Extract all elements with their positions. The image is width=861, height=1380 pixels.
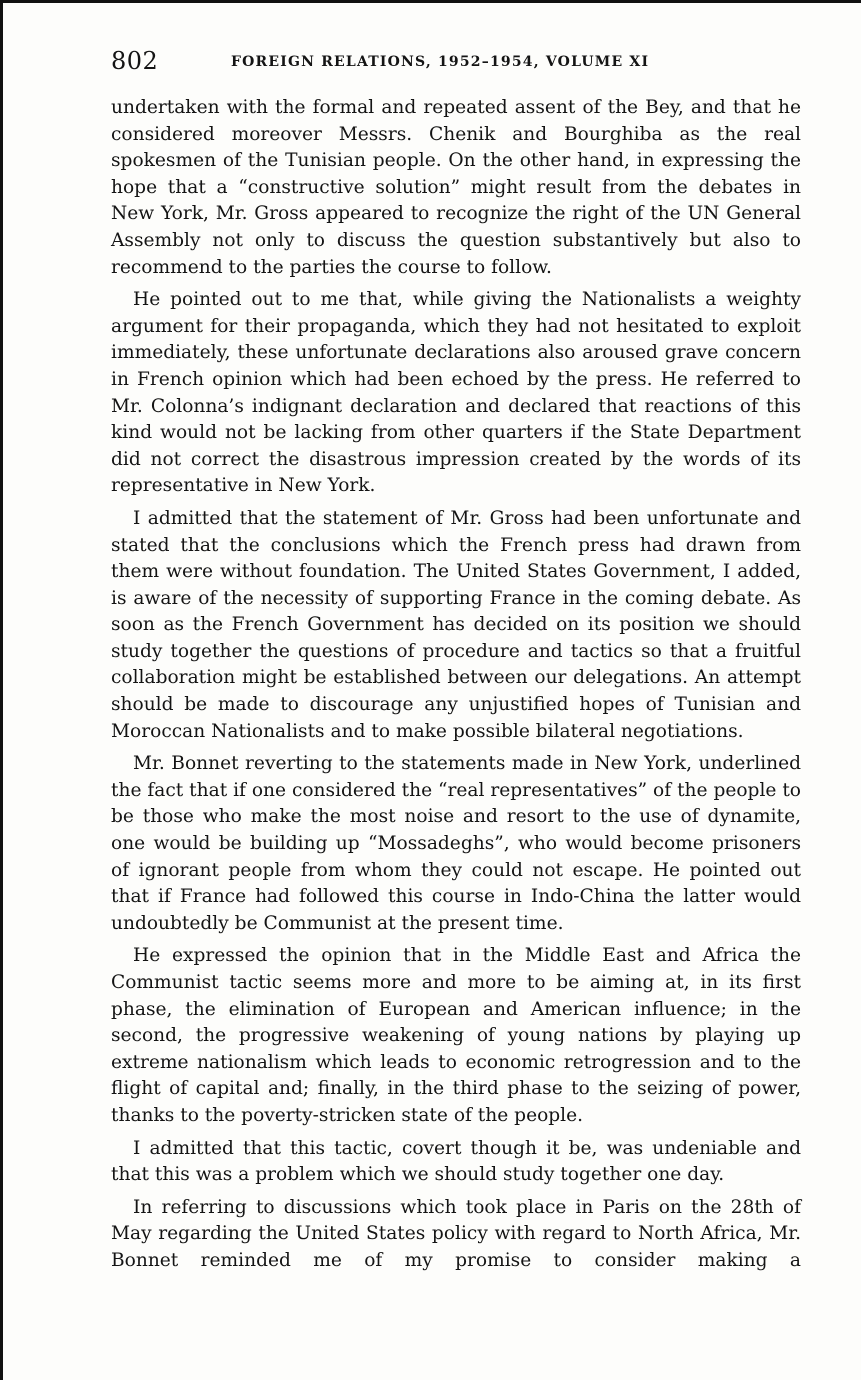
paragraph: I admitted that this tactic, covert though it be, was undeniable and that this was a problem which we should study together one day. [111,1137,801,1186]
body-text [111,95,801,1281]
paragraph: I admitted that the statement of Mr. Gross had been unfortunate and stated that the conclusions which the French press had drawn from them were without foundation. The United States Government, I added, is aware of the necessity of supporting France in the coming debate. As soon as the French Government has decided on its position we should study together the questions of procedure and tactics so that a fruitful collaboration might be established between our delegations. An attempt should be made to discourage any unjustified hopes of Tunisian and Moroccan Nationalists and to make possible bilateral negotiations. [111,507,801,742]
page-header [111,47,801,81]
paragraph-continues: In referring to discussions which took place in Paris on the 28th of May regarding the United States policy with regard to North Africa, Mr. Bonnet reminded me of my promise to consider making a [111,1196,801,1271]
page-number: 802 [111,47,159,75]
paragraph-continued: undertaken with the formal and repeated assent of the Bey, and that he considered moreover Messrs. Chenik and Bourghiba as the real spokesmen of the Tunisian people. On the other hand, in expressing the hope that a “constructive solution” might result from the debates in New York, Mr. Gross appeared to recognize the right of the UN General Assembly not only to discuss the question substantively but also to recommend to the parties the course to follow. [111,97,801,278]
paragraph: He expressed the opinion that in the Middle East and Africa the Communist tactic seems more and more to be aiming at, in its first phase, the elimination of European and American influence; in the second, the progressive weakening of young nations by playing up extreme nationalism which leads to economic retrogression and to the flight of capital and; finally, in the third phase to the seizing of power, thanks to the poverty-stricken state of the people. [111,945,801,1126]
paragraph: Mr. Bonnet reverting to the statements made in New York, underlined the fact that if one considered the “real representatives” of the people to be those who make the most noise and resort to the use of dynamite, one would be building up “Mossadeghs”, who would become prisoners of ignorant people from whom they could not escape. He pointed out that if France had followed this course in Indo-China the latter would undoubtedly be Communist at the present time. [111,753,801,934]
paragraph: He pointed out to me that, while giving the Nationalists a weighty argument for their propaganda, which they had not hesitated to exploit immediately, these unfortunate declarations also aroused grave concern in French opinion which had been echoed by the press. He referred to Mr. Colonna’s indignant declaration and declared that reactions of this kind would not be lacking from other quarters if the State Department did not correct the disastrous impression created by the words of its representative in New York. [111,289,801,497]
running-head: FOREIGN RELATIONS, 1952–1954, VOLUME XI [231,54,650,70]
